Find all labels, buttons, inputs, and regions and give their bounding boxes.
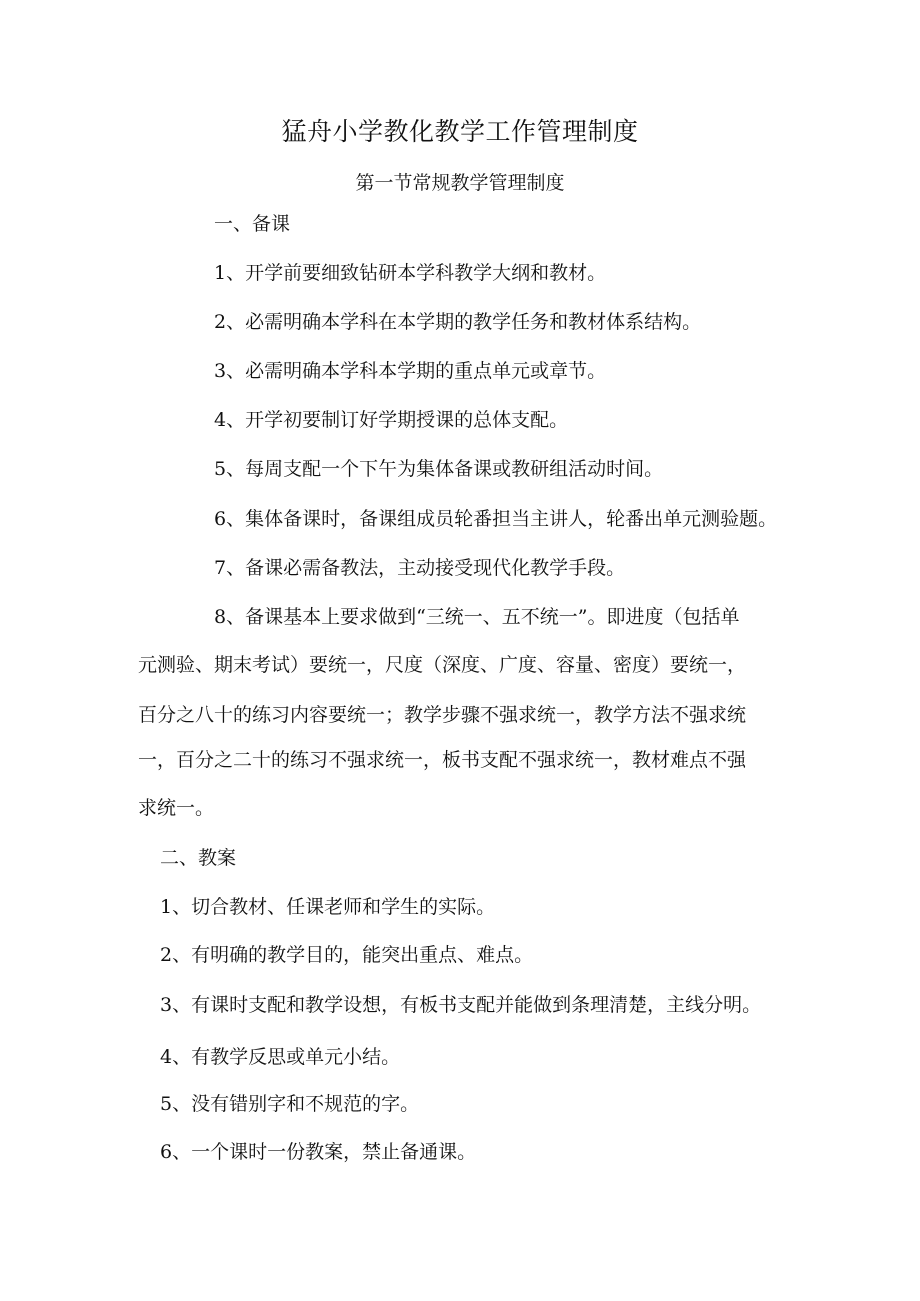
section1-item-8-line-1: 8、备课基本上要求做到“三统一、五不统一”。即进度（包括单 bbox=[214, 606, 740, 628]
section2-item-3: 3、有课时支配和教学设想，有板书支配并能做到条理清楚，主线分明。 bbox=[160, 994, 762, 1016]
section1-item-8-line-3: 百分之八十的练习内容要统一；教学步骤不强求统一，教学方法不强求统 bbox=[138, 704, 747, 726]
section1-item-1: 1、开学前要细致钻研本学科教学大纲和教材。 bbox=[214, 262, 607, 284]
section1-item-3: 3、必需明确本学科本学期的重点单元或章节。 bbox=[214, 360, 607, 382]
section2-item-1: 1、切合教材、任课老师和学生的实际。 bbox=[160, 896, 496, 918]
section1-item-8-line-4: 一，百分之二十的练习不强求统一，板书支配不强求统一，教材难点不强 bbox=[138, 749, 747, 771]
section-subtitle: 第一节常规教学管理制度 bbox=[355, 172, 565, 194]
section2-item-6: 6、一个课时一份教案，禁止备通课。 bbox=[160, 1141, 477, 1163]
section1-heading: 一、备课 bbox=[214, 213, 291, 235]
section1-item-4: 4、开学初要制订好学期授课的总体支配。 bbox=[214, 409, 569, 431]
section2-heading: 二、教案 bbox=[160, 847, 237, 869]
section2-item-5: 5、没有错别字和不规范的字。 bbox=[160, 1093, 420, 1115]
section1-item-2: 2、必需明确本学科在本学期的教学任务和教材体系结构。 bbox=[214, 311, 702, 333]
document-title: 猛舟小学教化教学工作管理制度 bbox=[281, 117, 639, 146]
section1-item-8-line-2: 元测验、期末考试）要统一，尺度（深度、广度、容量、密度）要统一， bbox=[138, 654, 747, 676]
section1-item-5: 5、每周支配一个下午为集体备课或教研组活动时间。 bbox=[214, 458, 664, 480]
section1-item-8-line-5: 求统一。 bbox=[138, 797, 215, 819]
section2-item-2: 2、有明确的教学目的，能突出重点、难点。 bbox=[160, 944, 534, 966]
section1-item-6: 6、集体备课时，备课组成员轮番担当主讲人，轮番出单元测验题。 bbox=[214, 508, 778, 530]
section1-item-7: 7、备课必需备教法，主动接受现代化教学手段。 bbox=[214, 557, 626, 579]
section2-item-4: 4、有教学反思或单元小结。 bbox=[160, 1046, 401, 1068]
